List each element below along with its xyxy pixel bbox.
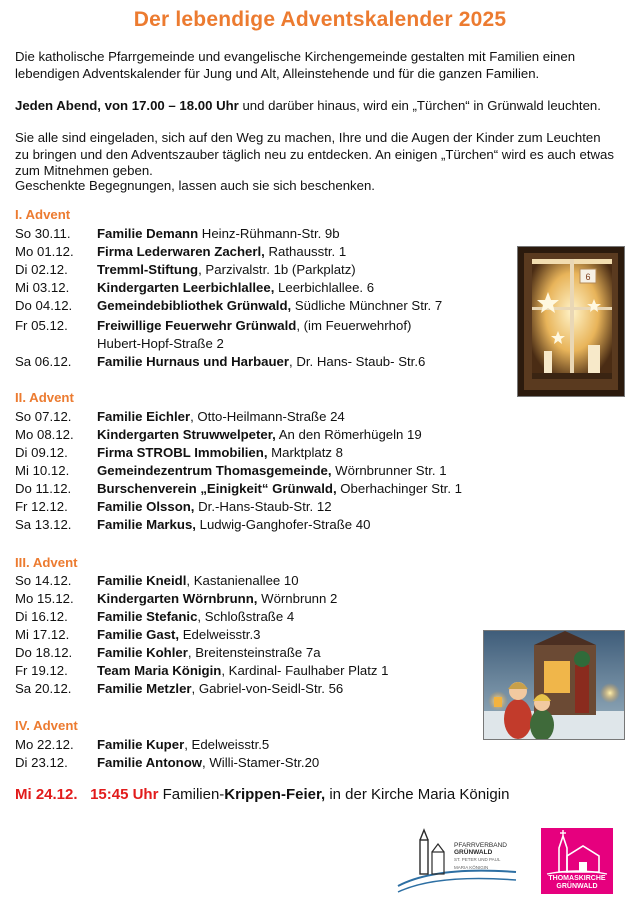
entry-host: Firma Lederwaren Zacherl, bbox=[97, 244, 265, 259]
pfarrverband-name: PFARRVERBAND bbox=[454, 842, 507, 849]
entry-address: , Gabriel-von-Seidl-Str. 56 bbox=[191, 681, 344, 696]
entry-day: Sa 06.12. bbox=[15, 354, 72, 369]
entry-address: Leerbichlallee. 6 bbox=[274, 280, 375, 295]
section-heading: I. Advent bbox=[15, 207, 71, 222]
entry-day: Do 18.12. bbox=[15, 645, 73, 660]
entry-host: Kindergarten Struwwelpeter, bbox=[97, 427, 276, 442]
entry-address: , Dr. Hans- Staub- Str.6 bbox=[289, 354, 426, 369]
entry-address: Heinz-Rühmann-Str. 9b bbox=[198, 226, 340, 241]
final-pre: Familien- bbox=[158, 786, 225, 803]
entry-day: Mo 22.12. bbox=[15, 737, 74, 752]
final-location: in der Kirche Maria Königin bbox=[325, 786, 510, 803]
entry-host: Gemeindezentrum Thomasgemeinde, bbox=[97, 463, 332, 478]
entry-day: Di 23.12. bbox=[15, 755, 68, 770]
thomaskirche-church-icon bbox=[541, 830, 613, 878]
pfarrverband-logo bbox=[396, 826, 518, 896]
entry-address: Südliche Münchner Str. 7 bbox=[291, 298, 443, 313]
thomaskirche-town: GRÜNWALD bbox=[556, 883, 598, 890]
entry-address: , Edelweisstr.5 bbox=[184, 737, 270, 752]
entry-address: Edelweisstr.3 bbox=[179, 627, 261, 642]
entry-address: , Kardinal- Faulhaber Platz 1 bbox=[221, 663, 389, 678]
thomaskirche-name: THOMASKIRCHE bbox=[548, 875, 606, 882]
entry-host: Gemeindebibliothek Grünwald, bbox=[97, 298, 292, 313]
entry-address: An den Römerhügeln 19 bbox=[275, 427, 422, 442]
entry-host: Familie Kuper bbox=[97, 737, 185, 752]
final-event: Krippen-Feier, bbox=[224, 786, 326, 803]
entry-host: Familie Eichler bbox=[97, 409, 191, 424]
entry-day: Di 02.12. bbox=[15, 262, 68, 277]
intro-paragraph: Die katholische Pfarrgemeinde und evangelische Kirchengemeinde gestalten mit Familien einen lebendigen Adventskalender für Jung und Alt, Alleinstehende und für die ganzen Familien. bbox=[15, 49, 576, 81]
pfarrverband-parish1: ST. PETER UND PAUL bbox=[454, 857, 501, 863]
entry-host: Familie Olsson, bbox=[97, 499, 195, 514]
entry-day: Fr 12.12. bbox=[15, 499, 68, 514]
final-time: 15:45 Uhr bbox=[90, 786, 159, 803]
entry-day: So 14.12. bbox=[15, 573, 72, 588]
entry-host: Firma STROBL Immobilien, bbox=[97, 445, 268, 460]
evening-paragraph bbox=[15, 98, 615, 115]
entry-day: Mo 15.12. bbox=[15, 591, 74, 606]
pfarrverband-town: GRÜNWALD bbox=[454, 849, 493, 857]
svg-text:6: 6 bbox=[585, 272, 591, 282]
thomaskirche-logo bbox=[541, 828, 613, 894]
final-day: Mi 24.12. bbox=[15, 786, 78, 803]
entry-day: Mo 01.12. bbox=[15, 244, 74, 259]
entry-host: Tremml-Stiftung bbox=[97, 262, 199, 277]
entry-day: So 07.12. bbox=[15, 409, 72, 424]
section-heading: IV. Advent bbox=[15, 718, 78, 733]
entry-address: , Schloßstraße 4 bbox=[197, 609, 295, 624]
christmas-eve-line bbox=[15, 786, 509, 803]
advent-window-image bbox=[518, 247, 624, 396]
entry-day: Sa 13.12. bbox=[15, 517, 72, 532]
entry-day: Sa 20.12. bbox=[15, 681, 72, 696]
entry-day: Fr 19.12. bbox=[15, 663, 68, 678]
section-heading: III. Advent bbox=[15, 555, 78, 570]
entry-address: , Kastanienallee 10 bbox=[186, 573, 299, 588]
entry-address: , Breitensteinstraße 7a bbox=[187, 645, 321, 660]
evening-text: und darüber hinaus, wird ein „Türchen“ in Grünwald leuchten. bbox=[238, 98, 601, 113]
entry-address: , (im Feuerwehrhof) bbox=[296, 318, 412, 333]
children-lantern-photo bbox=[483, 630, 625, 740]
entry-day: Do 11.12. bbox=[15, 481, 72, 496]
gift-paragraph: Geschenkte Begegnungen, lassen auch sie sich beschenken. bbox=[15, 178, 375, 193]
entry-host: Team Maria Königin bbox=[97, 663, 222, 678]
evening-time: Jeden Abend, von 17.00 – 18.00 Uhr bbox=[15, 98, 239, 113]
entry-address-line2: Hubert-Hopf-Straße 2 bbox=[97, 336, 224, 351]
advent-window-photo bbox=[517, 246, 625, 397]
entry-host: Familie Kneidl bbox=[97, 573, 187, 588]
entry-host: Kindergarten Leerbichlallee, bbox=[97, 280, 275, 295]
entry-address: Wörnbrunn 2 bbox=[257, 591, 338, 606]
entry-host: Kindergarten Wörnbrunn, bbox=[97, 591, 258, 606]
entry-host: Familie Gast, bbox=[97, 627, 180, 642]
entry-day: Mi 10.12. bbox=[15, 463, 70, 478]
invite-paragraph: Sie alle sind eingeladen, sich auf den Weg zu machen, Ihre und die Augen der Kinder zum Leuchten zu bringen und den Adventszauber täglich neu zu entdecken. An einigen „Türchen“ wird es auch etwas zum Mitnehmen geben. bbox=[15, 130, 614, 178]
entry-day: So 30.11. bbox=[15, 226, 71, 241]
pfarrverband-parish2: MARIA KÖNIGIN bbox=[454, 864, 489, 870]
entry-host: Freiwillige Feuerwehr Grünwald bbox=[97, 318, 297, 333]
page-title: Der lebendige Adventskalender 2025 bbox=[133, 8, 507, 31]
children-lantern-image bbox=[484, 631, 624, 739]
entry-host: Familie Hurnaus und Harbauer bbox=[97, 354, 289, 369]
entry-day: Mo 08.12. bbox=[15, 427, 74, 442]
entry-host: Familie Demann bbox=[97, 226, 199, 241]
entry-address: , Willi-Stamer-Str.20 bbox=[202, 755, 320, 770]
entry-host: Familie Stefanic bbox=[97, 609, 198, 624]
entry-address: Rathausstr. 1 bbox=[264, 244, 347, 259]
entry-host: Familie Antonow bbox=[97, 755, 203, 770]
entry-host: Familie Kohler bbox=[97, 645, 188, 660]
section-heading: II. Advent bbox=[15, 390, 74, 405]
entry-address: , Otto-Heilmann-Straße 24 bbox=[190, 409, 345, 424]
entry-address: Dr.-Hans-Staub-Str. 12 bbox=[194, 499, 332, 514]
entry-address: Wörnbrunner Str. 1 bbox=[331, 463, 447, 478]
entry-address: , Parzivalstr. 1b (Parkplatz) bbox=[198, 262, 356, 277]
entry-host: Familie Metzler bbox=[97, 681, 192, 696]
entry-address: Oberhachinger Str. 1 bbox=[336, 481, 462, 496]
entry-day: Di 09.12. bbox=[15, 445, 68, 460]
entry-host: Familie Markus, bbox=[97, 517, 196, 532]
entry-day: Do 04.12. bbox=[15, 298, 73, 313]
entry-address: Marktplatz 8 bbox=[267, 445, 343, 460]
entry-day: Mi 03.12. bbox=[15, 280, 70, 295]
entry-host: Burschenverein „Einigkeit“ Grünwald, bbox=[97, 481, 337, 496]
entry-day: Di 16.12. bbox=[15, 609, 68, 624]
entry-day: Mi 17.12. bbox=[15, 627, 70, 642]
entry-address: Ludwig-Ganghofer-Straße 40 bbox=[195, 517, 371, 532]
entry-day: Fr 05.12. bbox=[15, 318, 68, 333]
